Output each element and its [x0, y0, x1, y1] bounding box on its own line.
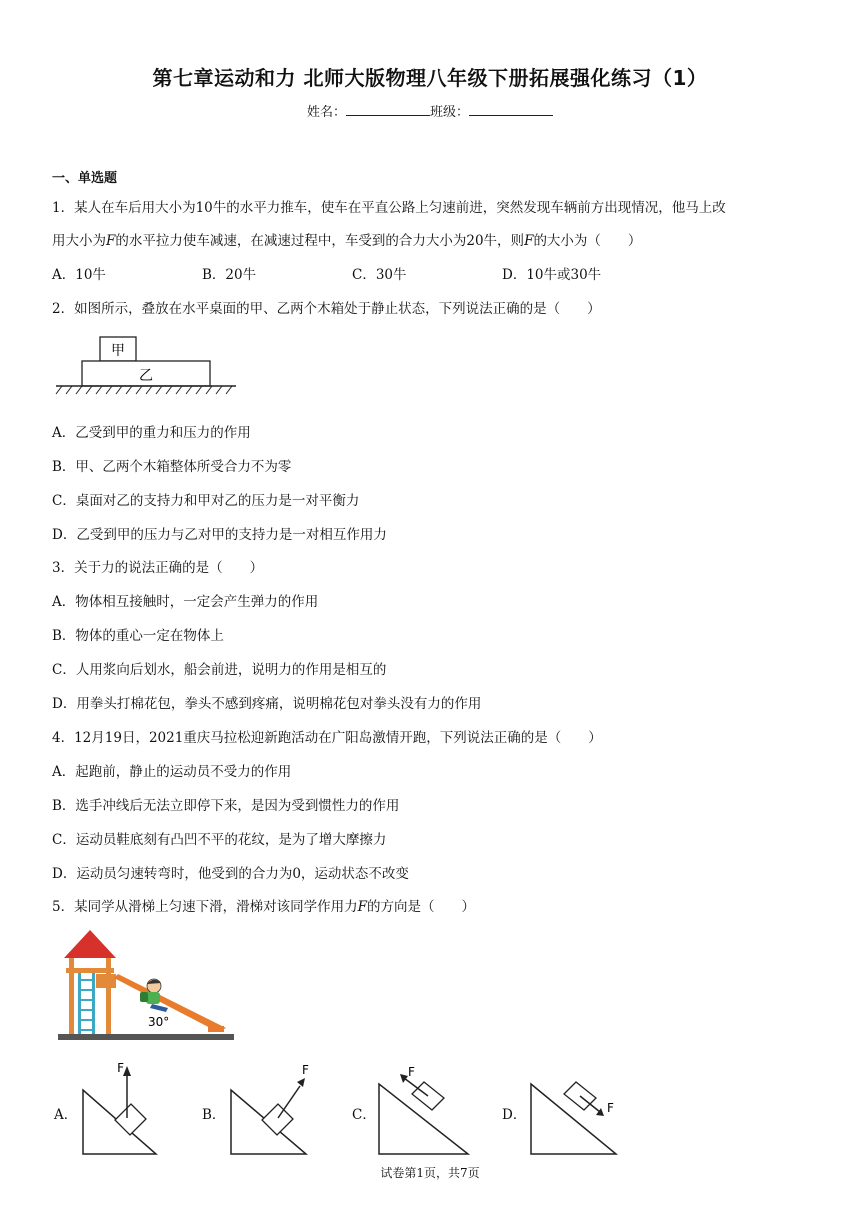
force-label-a: F	[117, 1061, 124, 1075]
q3-option-c[interactable]: C．人用浆向后划水，船会前进，说明力的作用是相互的	[52, 662, 387, 678]
page-title: 第七章运动和力 北师大版物理八年级下册拓展强化练习（1）	[152, 66, 708, 90]
q1-option-c[interactable]: C．30牛	[352, 267, 407, 283]
q4-option-a[interactable]: A．起跑前，静止的运动员不受力的作用	[52, 764, 292, 780]
q5-figure-d	[528, 1060, 628, 1158]
class-blank[interactable]	[469, 103, 553, 116]
q1-var-f2: F	[524, 233, 534, 249]
q5-figure-b	[228, 1060, 328, 1158]
class-label: 班级：	[430, 105, 470, 120]
q2-option-b[interactable]: B．甲、乙两个木箱整体所受合力不为零	[52, 459, 292, 475]
name-blank[interactable]	[346, 103, 430, 116]
q5-option-b[interactable]: B．	[202, 1107, 226, 1123]
q2-option-d[interactable]: D．乙受到甲的压力与乙对甲的支持力是一对相互作用力	[52, 527, 387, 543]
q3-option-a[interactable]: A．物体相互接触时，一定会产生弹力的作用	[52, 594, 319, 610]
q3-question: 3．关于力的说法正确的是（ ）	[52, 560, 264, 576]
q1-line2: 用大小为F的水平拉力使车减速，在减速过程中，车受到的合力大小为20牛，则F的大小为（ ）	[52, 233, 642, 249]
q2-option-a[interactable]: A．乙受到甲的重力和压力的作用	[52, 425, 251, 441]
slide-illustration	[56, 928, 236, 1046]
q5-question: 5．某同学从滑梯上匀速下滑，滑梯对该同学作用力F的方向是（ ）	[52, 899, 475, 915]
q5-figure-a	[80, 1060, 170, 1158]
q1-option-b[interactable]: B．20牛	[202, 267, 257, 283]
q1-var-f: F	[106, 233, 116, 249]
q5-option-d[interactable]: D．	[502, 1107, 527, 1123]
q5-var-f: F	[357, 899, 367, 915]
q2-option-c[interactable]: C．桌面对乙的支持力和甲对乙的压力是一对平衡力	[52, 493, 360, 509]
q2-question: 2．如图所示，叠放在水平桌面的甲、乙两个木箱处于静止状态，下列说法正确的是（ ）	[52, 301, 601, 317]
name-label: 姓名：	[306, 105, 346, 120]
name-class-line	[0, 101, 860, 120]
slide-angle-label: 30°	[148, 1015, 170, 1029]
q5-figure-c	[376, 1060, 476, 1158]
force-label-b: F	[302, 1063, 309, 1077]
q4-option-d[interactable]: D．运动员匀速转弯时，他受到的合力为0，运动状态不改变	[52, 866, 409, 882]
q4-option-b[interactable]: B．选手冲线后无法立即停下来，是因为受到惯性力的作用	[52, 798, 400, 814]
q5-option-a[interactable]: A．	[54, 1107, 78, 1123]
q3-option-b[interactable]: B．物体的重心一定在物体上	[52, 628, 224, 644]
q2-boxes-figure	[54, 336, 238, 398]
section-heading: 一、单选题	[52, 171, 118, 186]
q1-option-d[interactable]: D．10牛或30牛	[502, 267, 602, 283]
q1-option-a[interactable]: A．10牛	[52, 267, 106, 283]
q4-question: 4．12月19日，2021重庆马拉松迎新跑活动在广阳岛激情开跑，下列说法正确的是（ ）	[52, 730, 602, 746]
q3-option-d[interactable]: D．用拳头打棉花包，拳头不感到疼痛，说明棉花包对拳头没有力的作用	[52, 696, 482, 712]
q4-option-c[interactable]: C．运动员鞋底刻有凸凹不平的花纹，是为了增大摩擦力	[52, 832, 387, 848]
force-label-d: F	[607, 1101, 614, 1115]
force-label-c: F	[408, 1065, 415, 1079]
page-footer: 试卷第1页，共7页	[380, 1166, 480, 1180]
box-jia-label: 甲	[111, 343, 125, 359]
q1-line1: 1．某人在车后用大小为10牛的水平力推车，使车在平直公路上匀速前进，突然发现车辆前方出现情况，他马上改	[52, 200, 726, 216]
q5-option-c[interactable]: C．	[352, 1107, 376, 1123]
box-yi-label: 乙	[139, 368, 153, 384]
